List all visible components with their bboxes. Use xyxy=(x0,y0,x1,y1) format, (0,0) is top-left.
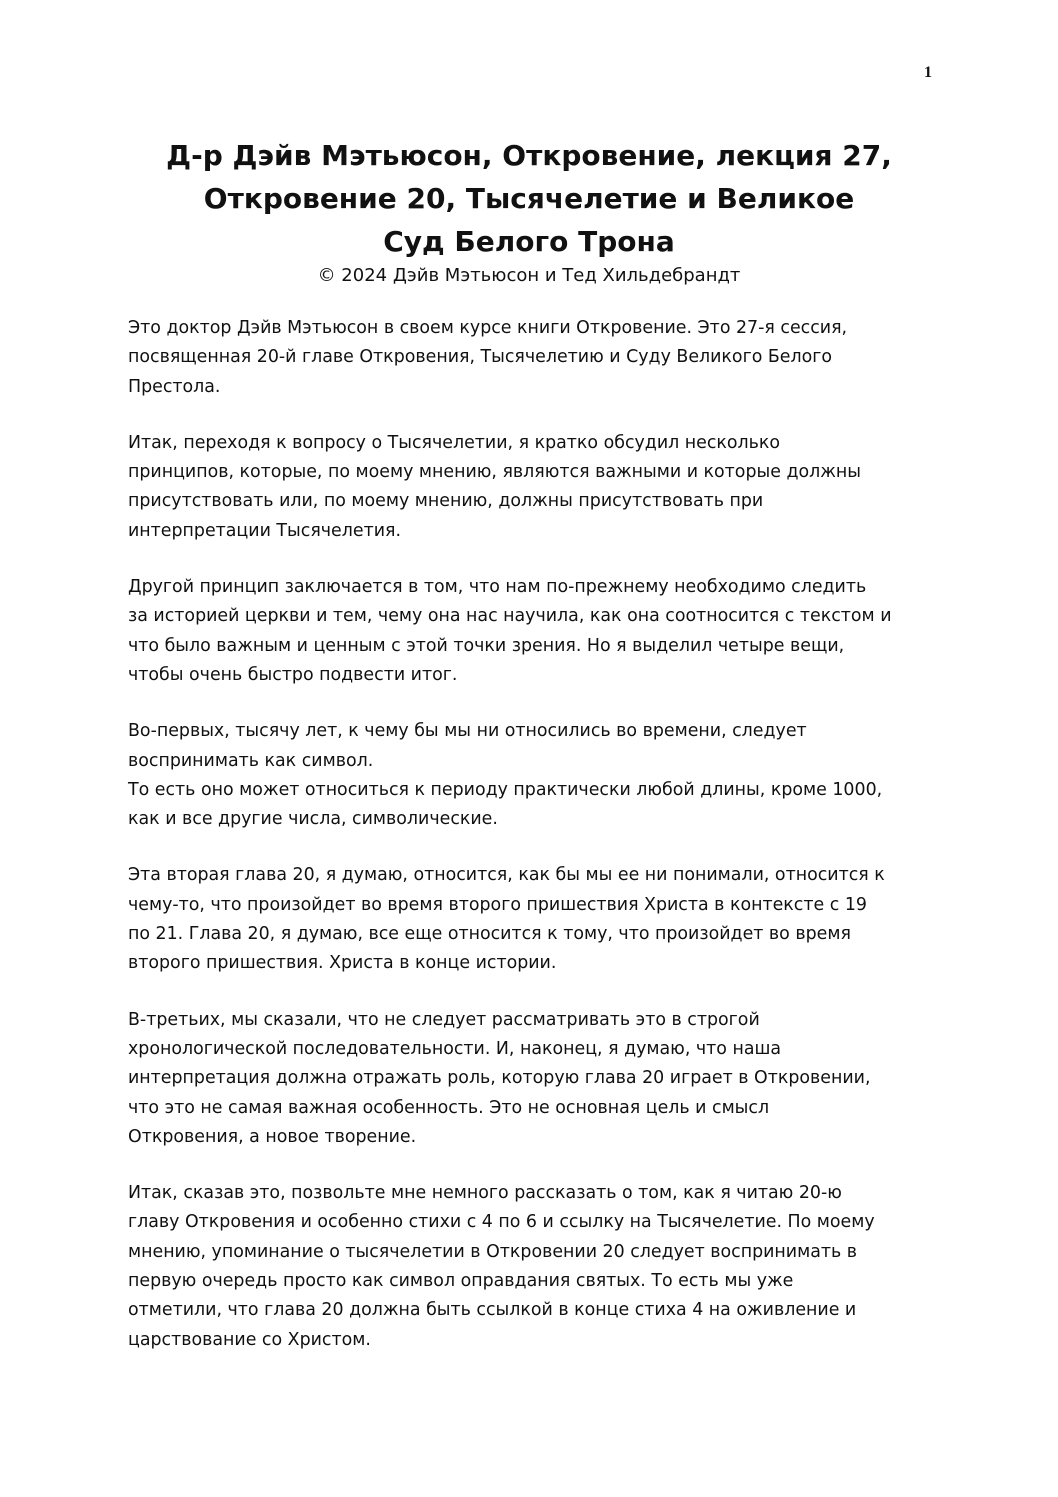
paragraph-6: Эта вторая глава 20, я думаю, относится, как бы мы ее ни понимали, относится к чему-то, что произойдет во время второго пришествия Христа в контексте с 19 по 21. Глава 20, я думаю, все еще относится к тому, что произойдет во время второго пришествия. Христа в конце истории. xyxy=(128,865,885,974)
copyright-line: © 2024 Дэйв Мэтьюсон и Тед Хильдебрандт xyxy=(317,265,741,286)
page-number: 1 xyxy=(924,64,932,81)
paragraph-4: Во-первых, тысячу лет, к чему бы мы ни относились во времени, следует воспринимать как символ. xyxy=(128,721,807,771)
paragraph-3: Другой принцип заключается в том, что нам по-прежнему необходимо следить за историей церкви и тем, чему она нас научила, как она соотносится с текстом и что было важным и ценным с этой точки зрения. Но я выделил четыре вещи, чтобы очень быстро подвести итог. xyxy=(128,577,892,685)
paragraph-7: В-третьих, мы сказали, что не следует рассматривать это в строгой хронологической последовательности. И, наконец, я думаю, что наша интерпретация должна отражать роль, которую глава 20 играет в Откровении, что это не самая важная особенность. Это не основная цель и смысл Откровения, а новое творение. xyxy=(128,1009,871,1147)
title-block xyxy=(130,134,928,289)
paragraph-2: Итак, переходя к вопросу о Тысячелетии, я кратко обсудил несколько принципов, которые, по моему мнению, являются важными и которые должны присутствовать или, по моему мнению, должны присутствовать при интерпретации Тысячелетия. xyxy=(128,432,861,541)
document-title: Д-р Дэйв Мэтьюсон, Откровение, лекция 27, Откровение 20, Тысячелетие и Великое Суд Белого Трона xyxy=(166,139,892,258)
paragraph-5: То есть оно может относиться к периоду практически любой длины, кроме 1000, как и все другие числа, символические. xyxy=(128,779,883,830)
paragraph-1: Это доктор Дэйв Мэтьюсон в своем курсе книги Откровение. Это 27-я сессия, посвященная 20-й главе Откровения, Тысячелетию и Суду Великого Белого Престола. xyxy=(128,318,848,397)
paragraph-8: Итак, сказав это, позвольте мне немного рассказать о том, как я читаю 20-ю главу Откровения и особенно стихи с 4 по 6 и ссылку на Тысячелетие. По моему мнению, упоминание о тысячелетии в Откровении 20 следует воспринимать в первую очередь просто как символ оправдания святых. То есть мы уже отметили, что глава 20 должна быть ссылкой в конце стиха 4 на оживление и царствование со Христом. xyxy=(128,1183,875,1350)
body-text xyxy=(128,314,928,1382)
